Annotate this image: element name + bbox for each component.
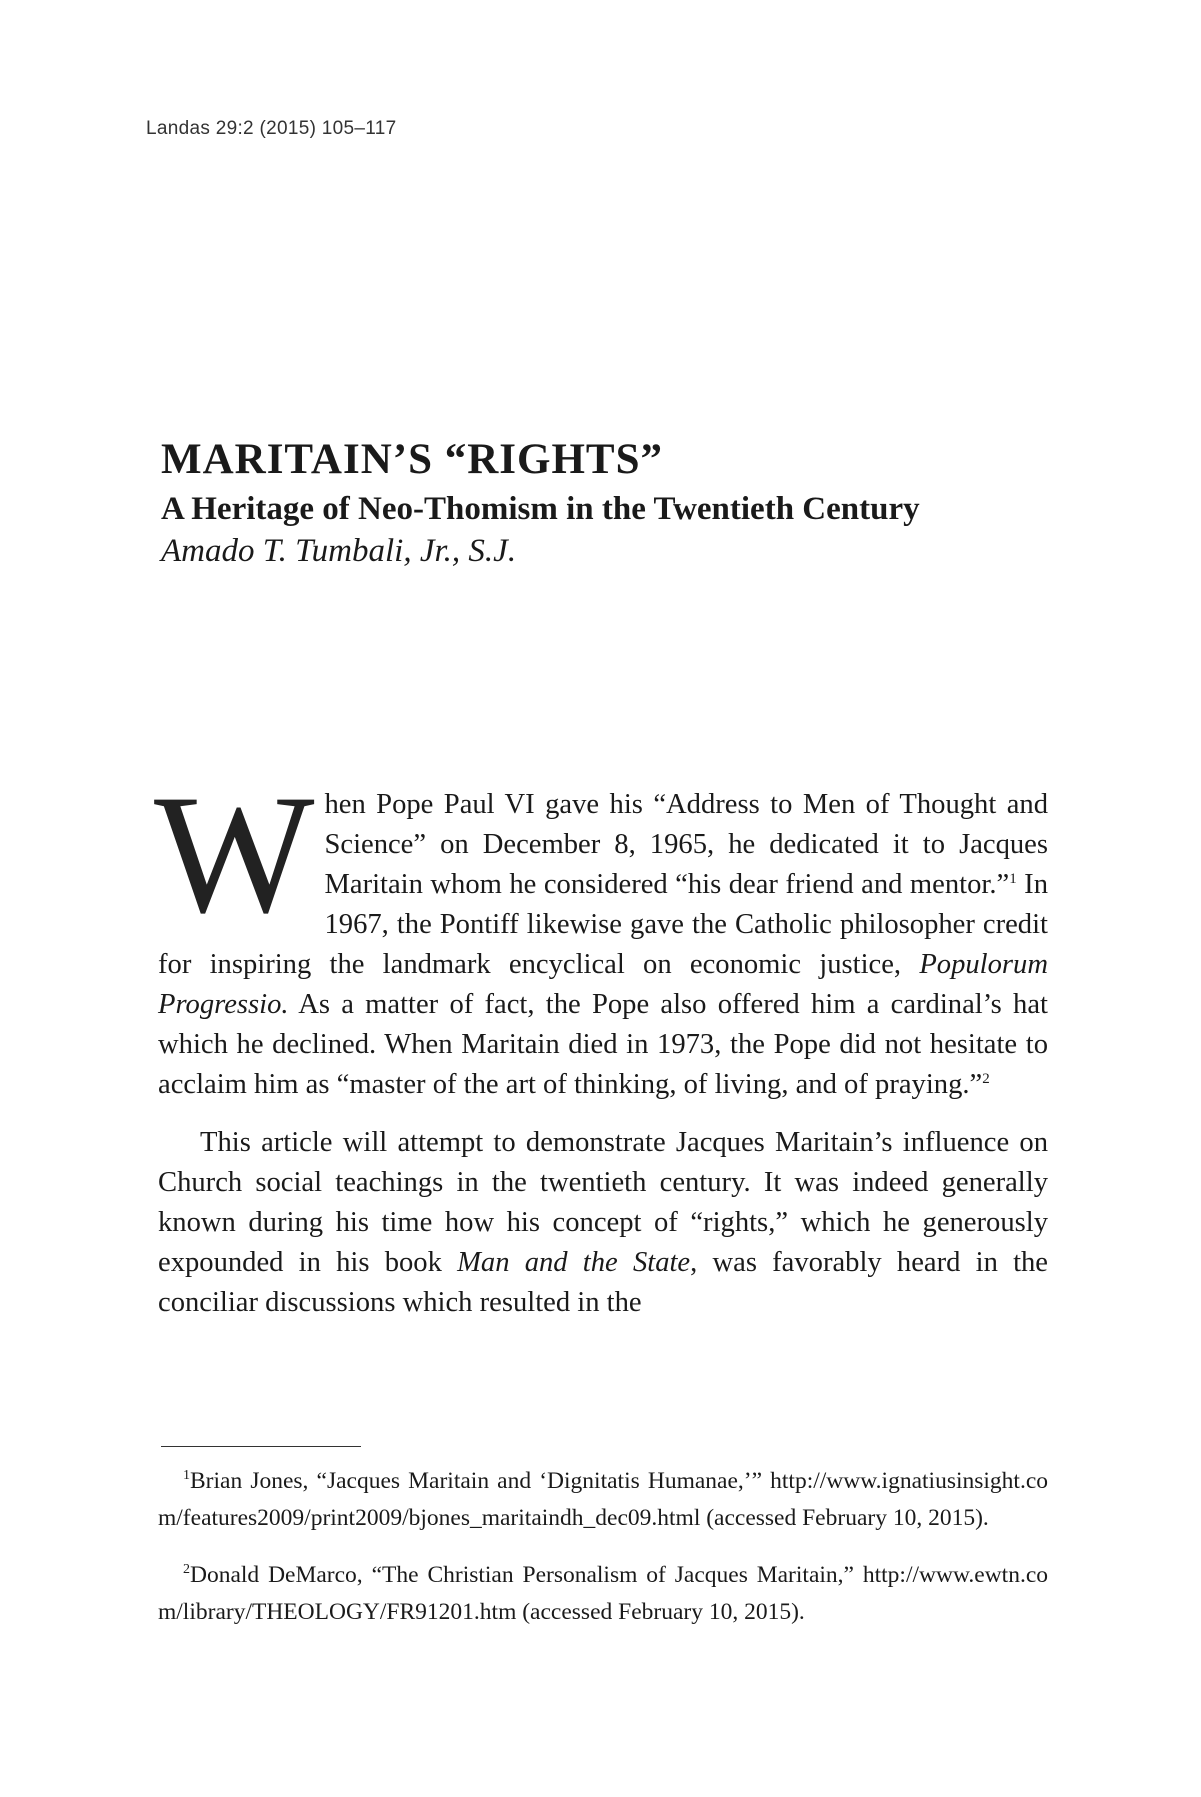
footnote-2 — [158, 1557, 1048, 1631]
paragraph-2-text-a: This article will attempt to demonstrate Jacques Maritain’s influence on Church social teachings in the twentieth century. It was indeed generally known during his time how his concept of “rights,” which he generously expounded in his book — [158, 1127, 1048, 1278]
paragraph-2-italic: Man and the State — [457, 1247, 691, 1278]
paragraph-1-text-c: As a matter of fact, the Pope also offered him a cardinal’s hat which he declined. When Maritain died in 1973, the Pope did not hesitate to acclaim him as “master of the art of thinking, of living, and of praying.” — [158, 989, 1048, 1100]
paragraph-2-text-b: , was favorably heard in the conciliar discussions which resulted in the — [158, 1247, 1049, 1318]
footnote-divider — [161, 1446, 361, 1447]
footnote-1 — [158, 1463, 1048, 1537]
paragraph-1-text-a: hen Pope Paul VI gave his “Address to Men of Thought and Science” on December 8, 1965, he dedicated it to Jacques Maritain whom he considered “his dear friend and mentor.” — [324, 789, 1048, 900]
paragraph-1-text-b: In 1967, the Pontiff likewise gave the Catholic philosopher credit for inspiring the landmark encyclical on economic justice, — [158, 869, 1048, 980]
article-subtitle: A Heritage of Neo-Thomism in the Twentieth Century — [161, 491, 920, 527]
footnote-2-number: 2 — [183, 1562, 190, 1577]
footnote-1-text: Brian Jones, “Jacques Maritain and ‘Dignitatis Humanae,’” http://www.ignatiusinsight.com/features2009/print2009/bjones_maritaindh_dec09.html (accessed February 10, 2015). — [158, 1468, 1048, 1531]
article-title: MARITAIN’S “RIGHTS” — [161, 436, 664, 483]
article-author: Amado T. Tumbali, Jr., S.J. — [161, 533, 517, 569]
footnotes — [158, 1463, 1048, 1651]
running-head: Landas 29:2 (2015) 105–117 — [146, 118, 397, 139]
title-block — [161, 434, 1061, 572]
drop-cap: W — [154, 760, 315, 948]
paragraph-2 — [158, 1123, 1048, 1323]
paragraph-1 — [154, 760, 1048, 1105]
footnote-ref-1[interactable]: 1 — [1009, 871, 1017, 887]
paragraph-1-italic: Populorum Progressio. — [158, 949, 1048, 1020]
footnote-ref-2[interactable]: 2 — [982, 1071, 990, 1087]
footnote-1-number: 1 — [183, 1468, 190, 1483]
footnote-2-text: Donald DeMarco, “The Christian Personalism of Jacques Maritain,” http://www.ewtn.com/library/THEOLOGY/FR91201.htm (accessed February 10, 2015). — [158, 1562, 1048, 1625]
article-body — [154, 760, 1049, 1323]
